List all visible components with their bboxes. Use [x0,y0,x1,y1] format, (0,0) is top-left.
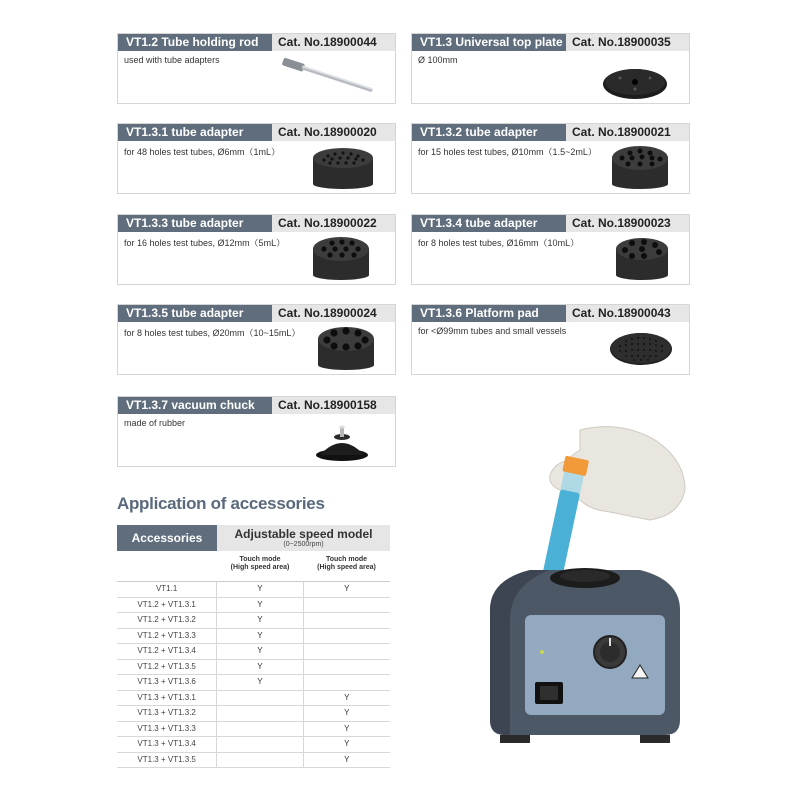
subheader-col2-line1: Touch mode [325,556,368,563]
card-tube-adapter-16 [117,214,396,285]
row-touch-mode-2: Y [303,722,390,737]
card-description: for <Ø99mm tubes and small vessels [418,326,567,336]
card-title: VT1.3 Universal top plate [412,34,566,51]
card-universal-top-plate [411,33,690,104]
row-touch-mode-2 [303,629,390,644]
row-touch-mode-1: Y [216,582,302,597]
row-touch-mode-1 [216,753,302,768]
card-cat-no: Cat. No.18900020 [272,124,395,141]
row-touch-mode-2 [303,644,390,659]
table-row [117,753,390,769]
card-header [412,215,689,232]
platform-pad-image [608,327,674,369]
row-touch-mode-2 [303,613,390,628]
tube-adapter-8-image [612,233,672,281]
card-tube-holding-rod [117,33,396,104]
card-description: made of rubber [124,418,186,428]
accessories-table [117,525,390,768]
table-row [117,675,390,691]
subheader-col2 [303,551,390,581]
row-touch-mode-2 [303,598,390,613]
row-accessory: VT1.3 + VT1.3.5 [137,754,196,764]
table-row [117,706,390,722]
col-model-subtitle: (0~2500rpm) [283,541,324,548]
table-row [117,598,390,614]
card-tube-adapter-8 [411,214,690,285]
tube-adapter-48-image [308,144,378,190]
row-touch-mode-1: Y [216,629,302,644]
subheader-blank [117,551,217,581]
row-touch-mode-1 [216,737,302,752]
card-cat-no: Cat. No.18900044 [272,34,395,51]
card-tube-adapter-8-large [117,304,396,375]
tube-adapter-15-image [608,142,672,190]
table-row [117,691,390,707]
card-title: VT1.3.2 tube adapter [412,124,566,141]
row-accessory: VT1.2 + VT1.3.1 [137,599,196,609]
card-cat-no: Cat. No.18900024 [272,305,395,322]
table-row [117,613,390,629]
row-accessory: VT1.2 + VT1.3.2 [137,615,196,624]
table-row [117,737,390,753]
row-touch-mode-2 [303,675,390,690]
card-title: VT1.3.5 tube adapter [118,305,272,322]
row-accessory: VT1.3 + VT1.3.1 [137,692,196,702]
row-touch-mode-2: Y [303,691,390,706]
card-title: VT1.2 Tube holding rod [118,34,272,51]
card-description: used with tube adapters [124,55,220,65]
card-cat-no: Cat. No.18900023 [566,215,689,232]
card-header [118,215,395,232]
card-header [118,124,395,141]
vacuum-chuck-image [314,417,370,463]
card-cat-no: Cat. No.18900022 [272,215,395,232]
table-row [117,660,390,676]
row-touch-mode-1: Y [216,644,302,659]
row-touch-mode-1 [216,722,302,737]
row-touch-mode-2 [303,660,390,675]
universal-top-plate-image [600,58,670,102]
tube-adapter-16-image [308,233,374,281]
card-description: for 16 holes test tubes, Ø12mm（5mL） [124,238,286,248]
card-tube-adapter-15 [411,123,690,194]
row-accessory: VT1.3 + VT1.3.4 [137,739,196,748]
card-cat-no: Cat. No.18900035 [566,34,689,51]
section-title: Application of accessories [117,494,325,513]
row-accessory: VT1.3 + VT1.3.6 [137,677,196,686]
vortex-mixer-photo [470,420,710,760]
card-header [118,397,395,414]
col-accessories: Accessories [117,525,217,551]
card-description: for 15 holes test tubes, Ø10mm（1.5~2mL） [418,147,597,157]
card-header [412,34,689,51]
card-header [118,305,395,322]
row-touch-mode-2: Y [303,737,390,752]
card-tube-adapter-48 [117,123,396,194]
card-title: VT1.3.7 vacuum chuck [118,397,272,414]
card-header [412,305,689,322]
card-title: VT1.3.4 tube adapter [412,215,566,232]
card-title: VT1.3.3 tube adapter [118,215,272,232]
table-body [117,582,390,768]
row-touch-mode-1 [216,706,302,721]
subheader-col1-line2: (High speed area) [230,564,290,571]
table-row [117,629,390,645]
card-title: VT1.3.1 tube adapter [118,124,272,141]
row-touch-mode-1: Y [216,598,302,613]
subheader-col2-line2: (High speed area) [317,564,376,571]
card-vacuum-chuck [117,396,396,467]
card-platform-pad [411,304,690,375]
row-touch-mode-1: Y [216,613,302,628]
card-cat-no: Cat. No.18900021 [566,124,689,141]
tube-adapter-8-large-image [314,323,378,371]
card-cat-no: Cat. No.18900043 [566,305,689,322]
card-description: Ø 100mm [418,55,458,65]
row-accessory: VT1.2 + VT1.3.3 [137,630,196,640]
card-cat-no: Cat. No.18900158 [272,397,395,414]
row-accessory: VT1.1 [155,584,178,593]
card-header [118,34,395,51]
row-accessory: VT1.2 + VT1.3.5 [137,661,196,671]
row-touch-mode-2: Y [303,706,390,721]
card-header [412,124,689,141]
row-touch-mode-1 [216,691,302,706]
col-model-title: Adjustable speed model [234,527,373,541]
card-description: for 8 holes test tubes, Ø20mm（10~15mL） [124,328,301,338]
tube-holding-rod-image [278,56,378,101]
card-description: for 8 holes test tubes, Ø16mm（10mL） [418,238,580,248]
subheader-col1 [217,551,303,581]
row-touch-mode-1: Y [216,675,302,690]
row-accessory: VT1.3 + VT1.3.2 [137,708,196,717]
subheader-col1-line1: Touch mode [239,556,281,563]
table-row [117,582,390,598]
row-accessory: VT1.2 + VT1.3.4 [137,646,196,655]
table-header [117,525,390,551]
row-touch-mode-2: Y [303,582,390,597]
table-row [117,644,390,660]
col-model [217,525,390,551]
row-accessory: VT1.3 + VT1.3.3 [137,723,196,733]
card-title: VT1.3.6 Platform pad [412,305,566,322]
card-description: for 48 holes test tubes, Ø6mm（1mL） [124,147,281,157]
table-row [117,722,390,738]
table-subheader [117,551,390,582]
row-touch-mode-1: Y [216,660,302,675]
row-touch-mode-2: Y [303,753,390,768]
